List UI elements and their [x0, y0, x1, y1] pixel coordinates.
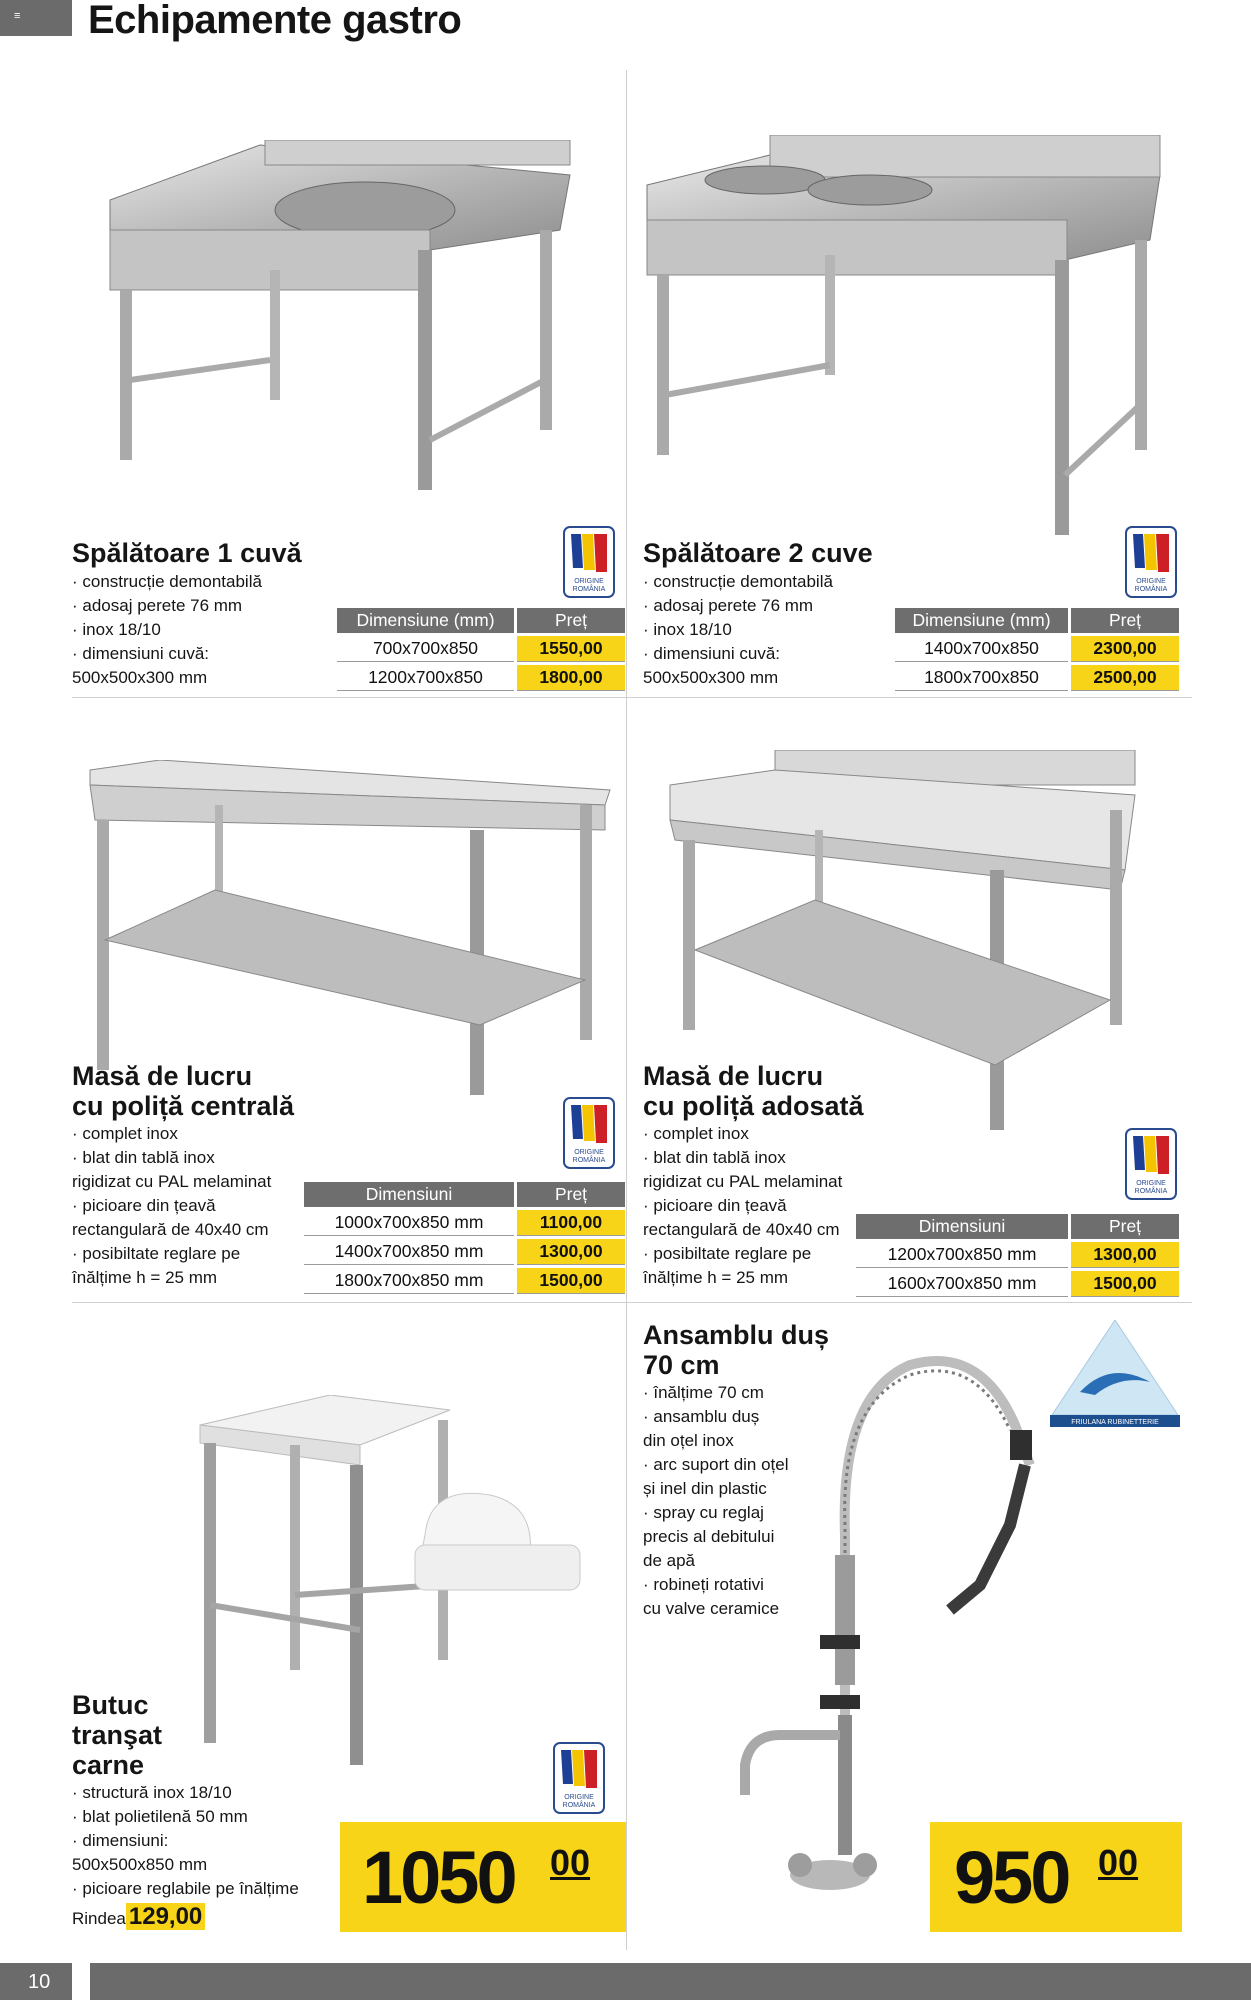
rindea-label: Rindea: [72, 1909, 126, 1928]
origin-line-1: ORIGINE: [564, 1794, 594, 1801]
spec-line: · structură inox 18/10: [72, 1783, 232, 1802]
col-dim-header: Dimensiune (mm): [337, 608, 514, 633]
origin-line-2: ROMÂNIA: [1134, 586, 1168, 593]
price-cell: 1100,00: [517, 1210, 625, 1236]
origin-line-1: ORIGINE: [1136, 578, 1166, 585]
sink-1-price-table: [334, 605, 628, 694]
dim-cell: 1000x700x850 mm: [304, 1210, 514, 1236]
rindea-price: 129,00: [126, 1903, 205, 1930]
price-cell: 2300,00: [1071, 636, 1179, 662]
spec-line: rectangulară de 40x40 cm: [72, 1220, 269, 1239]
spec-line: · blat din tablă inox: [643, 1148, 786, 1167]
butcher-block-price-tag: [340, 1822, 626, 1932]
spec-line: · complet inox: [643, 1124, 749, 1143]
spec-line: înălțime h = 25 mm: [72, 1268, 218, 1287]
work-table-2-title-2: cu poliță adosată: [643, 1091, 864, 1121]
spec-line: rigidizat cu PAL melaminat: [72, 1172, 272, 1191]
origin-romania-badge: [563, 1097, 615, 1169]
spec-line: · robineți rotativi: [643, 1575, 764, 1594]
dim-cell: 1600x700x850 mm: [856, 1271, 1068, 1297]
origin-line-1: ORIGINE: [1136, 1180, 1166, 1187]
spec-line: · complet inox: [72, 1124, 178, 1143]
origin-line-2: ROMÂNIA: [1134, 1188, 1168, 1195]
table-row: [856, 1271, 1179, 1297]
work-table-2-price-table: [853, 1211, 1182, 1300]
spec-line: precis al debitului: [643, 1527, 775, 1546]
col-dim-header: Dimensiune (mm): [895, 608, 1068, 633]
spec-line: 500x500x300 mm: [643, 668, 779, 687]
price-cell: 2500,00: [1071, 665, 1179, 691]
table-row: [895, 665, 1179, 691]
origin-romania-badge: [563, 526, 615, 598]
spec-line: de apă: [643, 1551, 695, 1570]
sink-2-bowls-image: [645, 135, 1165, 545]
brand-name: FRIULANA RUBINETTERIE: [1071, 1419, 1159, 1426]
spec-line: · ansamblu duș: [643, 1407, 760, 1426]
spec-line: · inox 18/10: [643, 620, 732, 639]
spec-line: · spray cu reglaj: [643, 1503, 764, 1522]
spec-line: · inox 18/10: [72, 620, 161, 639]
work-table-central-shelf-image: [85, 760, 615, 1100]
spec-line: 500x500x300 mm: [72, 668, 208, 687]
butcher-block-title-2: tranşat: [72, 1720, 163, 1750]
work-table-2-title-1: Masă de lucru: [643, 1061, 824, 1091]
sink-1-specs: [72, 570, 262, 690]
table-row: [895, 636, 1179, 662]
spec-line: · picioare din țeavă: [72, 1196, 216, 1215]
dim-cell: 1200x700x850 mm: [856, 1242, 1068, 1268]
work-table-2-specs: [643, 1122, 842, 1290]
page-title: Echipamente gastro: [88, 0, 462, 42]
price-cell: 1500,00: [1071, 1271, 1179, 1297]
table-row: [304, 1210, 625, 1236]
spec-line: · blat din tablă inox: [72, 1148, 215, 1167]
col-price-header: Preț: [517, 1182, 625, 1207]
dim-cell: 700x700x850: [337, 636, 514, 662]
spec-line: · construcție demontabilă: [72, 572, 262, 591]
col-price-header: Preț: [1071, 1214, 1179, 1239]
origin-line-2: ROMÂNIA: [572, 1157, 606, 1164]
table-row: [304, 1239, 625, 1265]
work-table-1-title-2: cu poliță centrală: [72, 1091, 295, 1121]
spec-line: · blat polietilenă 50 mm: [72, 1807, 248, 1826]
menu-icon: ≡: [14, 10, 21, 22]
page-number: 10: [28, 1971, 51, 1993]
spec-line: din oțel inox: [643, 1431, 734, 1450]
row-divider: [72, 697, 1192, 698]
origin-line-2: ROMÂNIA: [562, 1802, 596, 1809]
col-price-header: Preț: [517, 608, 625, 633]
origin-line-1: ORIGINE: [574, 578, 604, 585]
work-table-1-title-1: Masă de lucru: [72, 1061, 253, 1091]
dim-cell: 1200x700x850: [337, 665, 514, 691]
spec-line: · construcție demontabilă: [643, 572, 833, 591]
spec-line: rectangulară de 40x40 cm: [643, 1220, 840, 1239]
spec-line: · arc suport din oțel: [643, 1455, 789, 1474]
spec-line: · adosaj perete 76 mm: [72, 596, 243, 615]
butcher-block-image: [190, 1395, 590, 1765]
spec-line: · adosaj perete 76 mm: [643, 596, 814, 615]
column-divider: [626, 70, 627, 1950]
col-dim-header: Dimensiuni: [856, 1214, 1068, 1239]
table-row: [856, 1242, 1179, 1268]
price-decimals: 00: [1098, 1842, 1139, 1883]
sink-2-title: Spălătoare 2 cuve: [643, 538, 873, 568]
spec-line: și inel din plastic: [643, 1479, 767, 1498]
price-cell: 1300,00: [517, 1239, 625, 1265]
price-cell: 1550,00: [517, 636, 625, 662]
sink-2-price-table: [892, 605, 1182, 694]
spec-line: 500x500x850 mm: [72, 1855, 208, 1874]
dim-cell: 1800x700x850: [895, 665, 1068, 691]
footer-bar: [90, 1963, 1251, 2000]
price-decimals: 00: [550, 1842, 591, 1883]
table-row: [304, 1268, 625, 1294]
spec-line: · posibiltate reglare pe: [643, 1244, 812, 1263]
page-number-box: [0, 1963, 72, 2000]
spec-line: · dimensiuni:: [72, 1831, 169, 1850]
butcher-block-title-1: Butuc: [72, 1690, 149, 1720]
dim-cell: 1400x700x850: [895, 636, 1068, 662]
sink-1-title: Spălătoare 1 cuvă: [72, 538, 302, 568]
origin-romania-badge: [1125, 1128, 1177, 1200]
header-tab: [0, 0, 72, 36]
rindea-line: [72, 1905, 205, 1931]
origin-romania-badge: [553, 1742, 605, 1814]
spec-line: · înălțime 70 cm: [643, 1383, 764, 1402]
sink-1-bowl-image: [100, 140, 580, 540]
price-integer: 1050: [362, 1836, 515, 1919]
spec-line: · picioare din țeavă: [643, 1196, 787, 1215]
dim-cell: 1400x700x850 mm: [304, 1239, 514, 1265]
col-price-header: Preț: [1071, 608, 1179, 633]
table-row: [337, 665, 625, 691]
spec-line: cu valve ceramice: [643, 1599, 780, 1618]
row-divider: [72, 1302, 1192, 1303]
spec-line: rigidizat cu PAL melaminat: [643, 1172, 843, 1191]
spec-line: · dimensiuni cuvă:: [643, 644, 781, 663]
spec-line: · posibiltate reglare pe: [72, 1244, 241, 1263]
shower-price-tag: [930, 1822, 1182, 1932]
shower-title-2: 70 cm: [643, 1350, 720, 1380]
sink-2-specs: [643, 570, 833, 690]
col-dim-header: Dimensiuni: [304, 1182, 514, 1207]
butcher-block-title-3: carne: [72, 1750, 145, 1780]
origin-line-2: ROMÂNIA: [572, 586, 606, 593]
price-integer: 950: [954, 1836, 1069, 1919]
work-table-1-specs: [72, 1122, 271, 1290]
price-cell: 1500,00: [517, 1268, 625, 1294]
table-row: [337, 636, 625, 662]
price-cell: 1800,00: [517, 665, 625, 691]
spec-line: · dimensiuni cuvă:: [72, 644, 210, 663]
spec-line: înălțime h = 25 mm: [643, 1268, 789, 1287]
dim-cell: 1800x700x850 mm: [304, 1268, 514, 1294]
butcher-block-specs: [72, 1781, 299, 1901]
spec-line: · picioare reglabile pe înălțime: [72, 1879, 299, 1898]
friulana-brand-logo: [1050, 1320, 1180, 1430]
work-table-1-price-table: [301, 1179, 628, 1297]
price-cell: 1300,00: [1071, 1242, 1179, 1268]
origin-line-1: ORIGINE: [574, 1149, 604, 1156]
shower-title-1: Ansamblu duș: [643, 1320, 830, 1350]
origin-romania-badge: [1125, 526, 1177, 598]
